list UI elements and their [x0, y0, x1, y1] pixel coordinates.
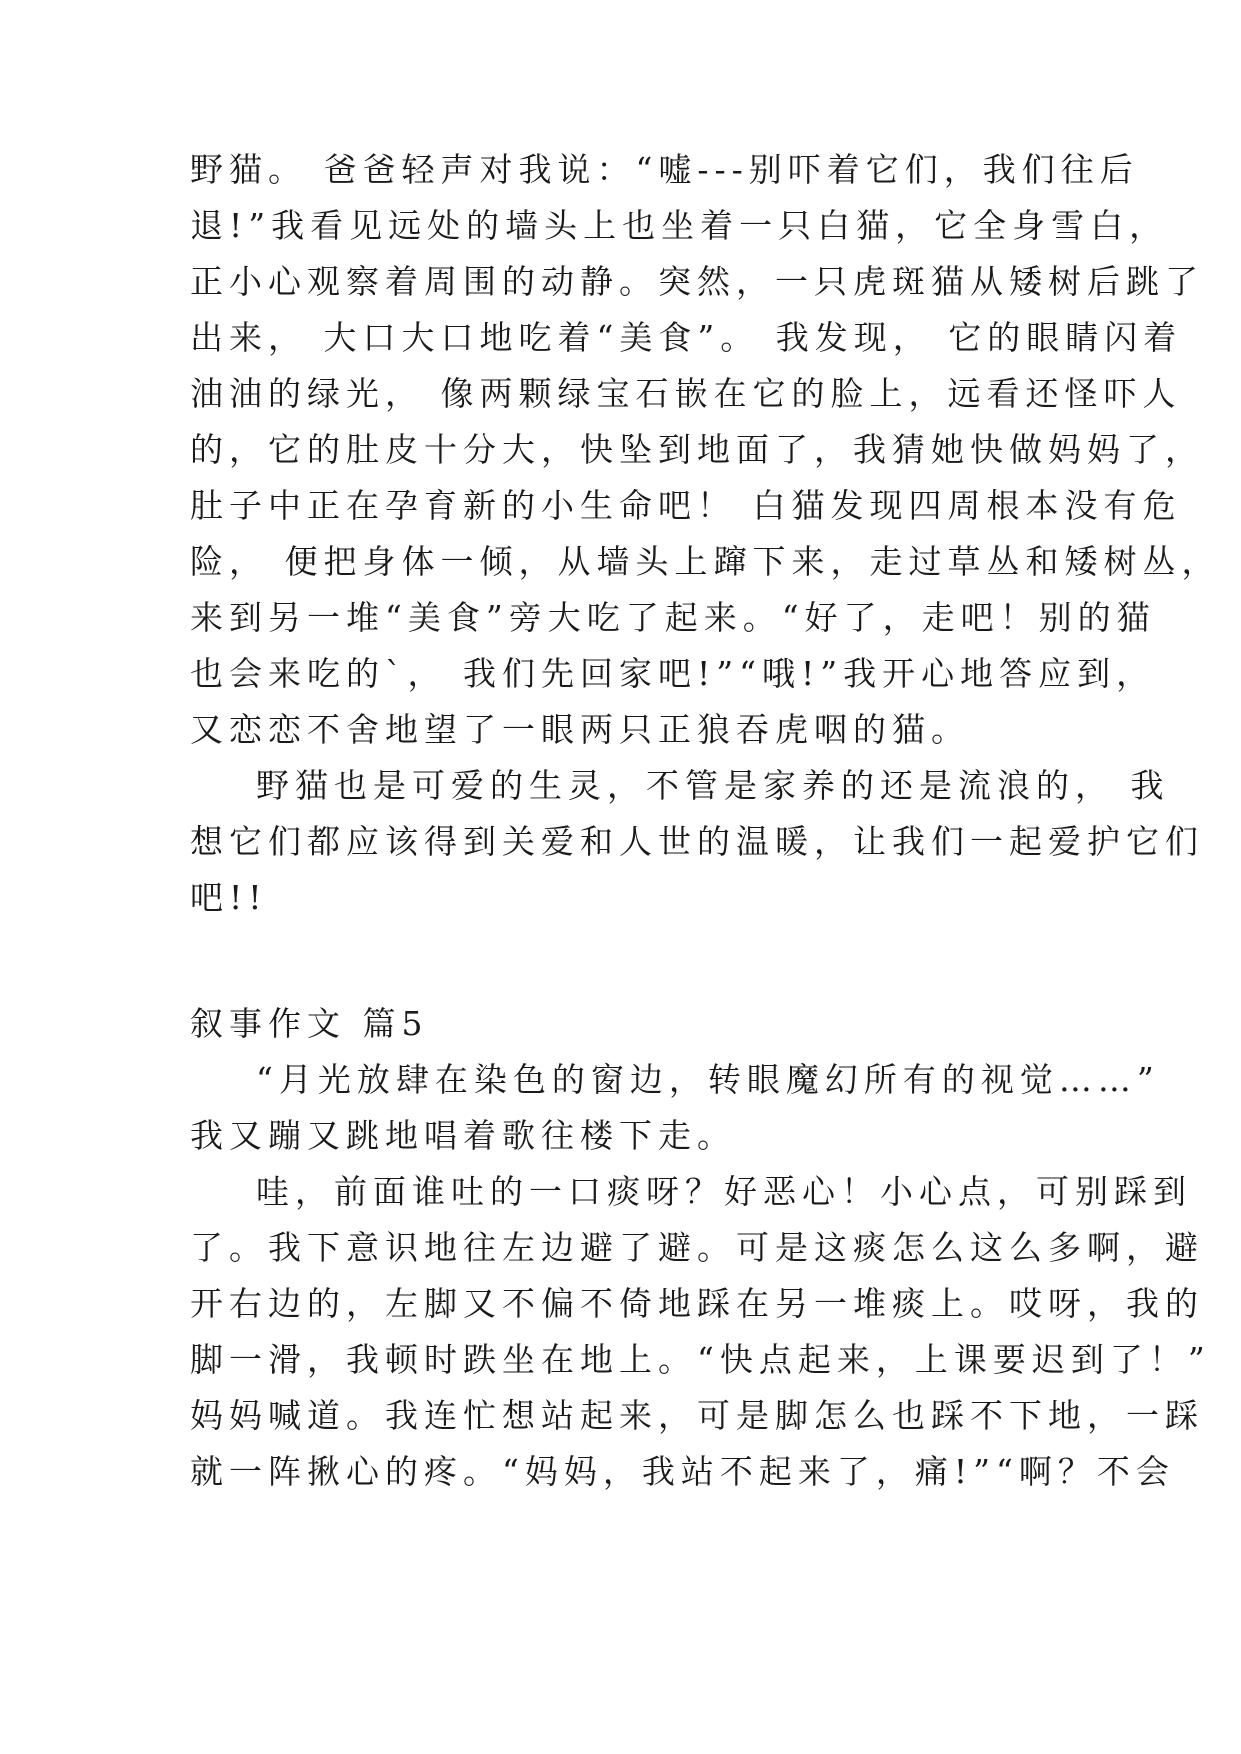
text-line: 油油的绿光， 像两颗绿宝石嵌在它的脸上，远看还怪吓人 [190, 374, 1182, 413]
text-line: 的，它的肚皮十分大，快坠到地面了，我猜她快做妈妈了， [190, 430, 1204, 469]
paragraph-first-line: 哇，前面谁吐的一口痰呀？好恶心！小心点，可别踩到 [256, 1172, 1192, 1211]
text-line: 吧!! [190, 878, 268, 917]
text-line: 退!”我看见远处的墙头上也坐着一只白猫，它全身雪白， [190, 206, 1169, 245]
text-line: 险， 便把身体一倾，从墙头上蹿下来，走过草丛和矮树丛， [190, 542, 1221, 581]
text-line: 来到另一堆“美食”旁大吃了起来。“好了，走吧！别的猫 [190, 598, 1156, 637]
text-line: 脚一滑，我顿时跌坐在地上。“快点起来，上课要迟到了！” [190, 1340, 1211, 1379]
text-line: 开右边的，左脚又不偏不倚地踩在另一堆痰上。哎呀，我的 [190, 1284, 1204, 1323]
text-line: 出来， 大口大口地吃着“美食”。 我发现， 它的眼睛闪着 [190, 318, 1183, 357]
paragraph-first-line: “月光放肆在染色的窗边，转眼魔幻所有的视觉……” [256, 1060, 1160, 1099]
text-line: 又恋恋不舍地望了一眼两只正狼吞虎咽的猫。 [190, 710, 970, 749]
text-line: 野猫。 爸爸轻声对我说：“嘘---别吓着它们，我们往后 [190, 150, 1139, 189]
text-line: 妈妈喊道。我连忙想站起来，可是脚怎么也踩不下地，一踩 [190, 1396, 1204, 1435]
paragraph-first-line: 野猫也是可爱的生灵，不管是家养的还是流浪的， 我 [256, 766, 1170, 805]
text-line: 我又蹦又跳地唱着歌往楼下走。 [190, 1116, 736, 1155]
section-heading: 叙事作文 篇5 [190, 1004, 429, 1043]
text-line: 就一阵揪心的疼。“妈妈，我站不起来了，痛!”“啊？不会 [190, 1452, 1175, 1491]
text-line: 肚子中正在孕育新的小生命吧！ 白猫发现四周根本没有危 [190, 486, 1182, 525]
text-line: 正小心观察着周围的动静。突然，一只虎斑猫从矮树后跳了 [190, 262, 1204, 301]
text-line: 想它们都应该得到关爱和人世的温暖，让我们一起爱护它们 [190, 822, 1204, 861]
text-line: 了。我下意识地往左边避了避。可是这痰怎么这么多啊，避 [190, 1228, 1204, 1267]
text-line: 也会来吃的`， 我们先回家吧!”“哦!”我开心地答应到， [190, 654, 1156, 693]
